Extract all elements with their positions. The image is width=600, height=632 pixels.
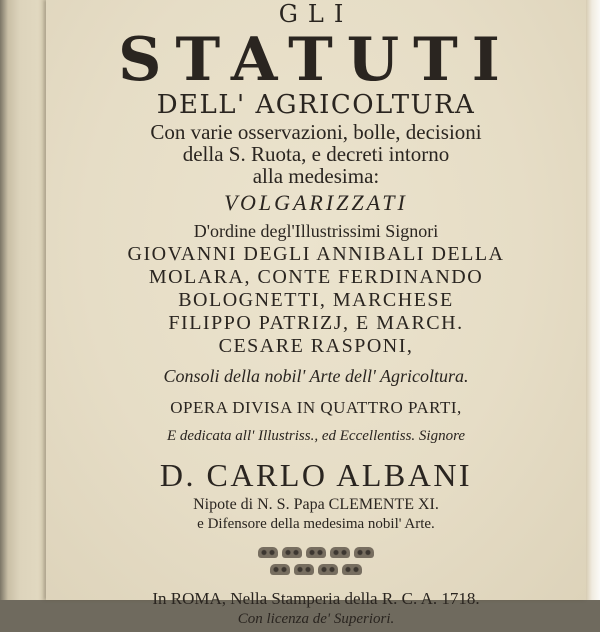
nipote-line: Nipote di N. S. Papa CLEMENTE XI.: [193, 496, 439, 513]
printers-ornament: [46, 547, 586, 578]
ornament-icon: [342, 564, 362, 575]
ornament-icon: [294, 564, 314, 575]
dedicata-line: E dedicata all' Illustriss., ed Eccellentiss. Signore: [166, 428, 466, 444]
title-gli: GLI: [278, 0, 354, 28]
name-line: CESARE RASPONI,: [218, 335, 414, 357]
ornament-icon: [354, 547, 374, 558]
name-line: GIOVANNI DEGLI ANNIBALI DELLA: [127, 243, 505, 265]
ornament-icon: [258, 547, 278, 558]
consoli-line: Consoli della nobil' Arte dell' Agricoltura.: [163, 366, 469, 386]
page-edge: [586, 0, 600, 600]
ornament-row-bottom: [46, 564, 586, 578]
subtitle-alla-medesima: alla medesima:: [252, 164, 380, 188]
imprint-line: In ROMA, Nella Stamperia della R. C. A. 1718.: [152, 589, 480, 608]
name-line: FILIPPO PATRIZJ, E MARCH.: [168, 312, 464, 334]
ornament-row-top: [46, 547, 586, 561]
name-line: MOLARA, CONTE FERDINANDO: [148, 266, 484, 288]
licence-line: Con licenza de' Superiori.: [237, 611, 395, 627]
subtitle-con-varie: Con varie osservazioni, bolle, decisioni: [150, 120, 482, 144]
opera-line: OPERA DIVISA IN QUATTRO PARTI,: [170, 398, 462, 417]
ornament-icon: [306, 547, 326, 558]
subtitle-della-ruota: della S. Ruota, e decreti intorno: [182, 142, 450, 166]
name-line: BOLOGNETTI, MARCHESE: [178, 289, 454, 311]
title-page-text: [46, 0, 586, 632]
ornament-icon: [318, 564, 338, 575]
title-statuti: STATUTI: [118, 25, 514, 95]
ornament-icon: [270, 564, 290, 575]
difensore-line: e Difensore della medesima nobil' Arte.: [197, 516, 435, 532]
dedicatee-name: D. CARLO ALBANI: [159, 457, 473, 493]
volgarizzati: VOLGARIZZATI: [224, 190, 408, 215]
title-agricoltura: DELL' AGRICOLTURA: [156, 90, 476, 120]
ornament-icon: [282, 547, 302, 558]
ordine-line: D'ordine degl'Illustrissimi Signori: [193, 221, 439, 241]
ornament-icon: [330, 547, 350, 558]
